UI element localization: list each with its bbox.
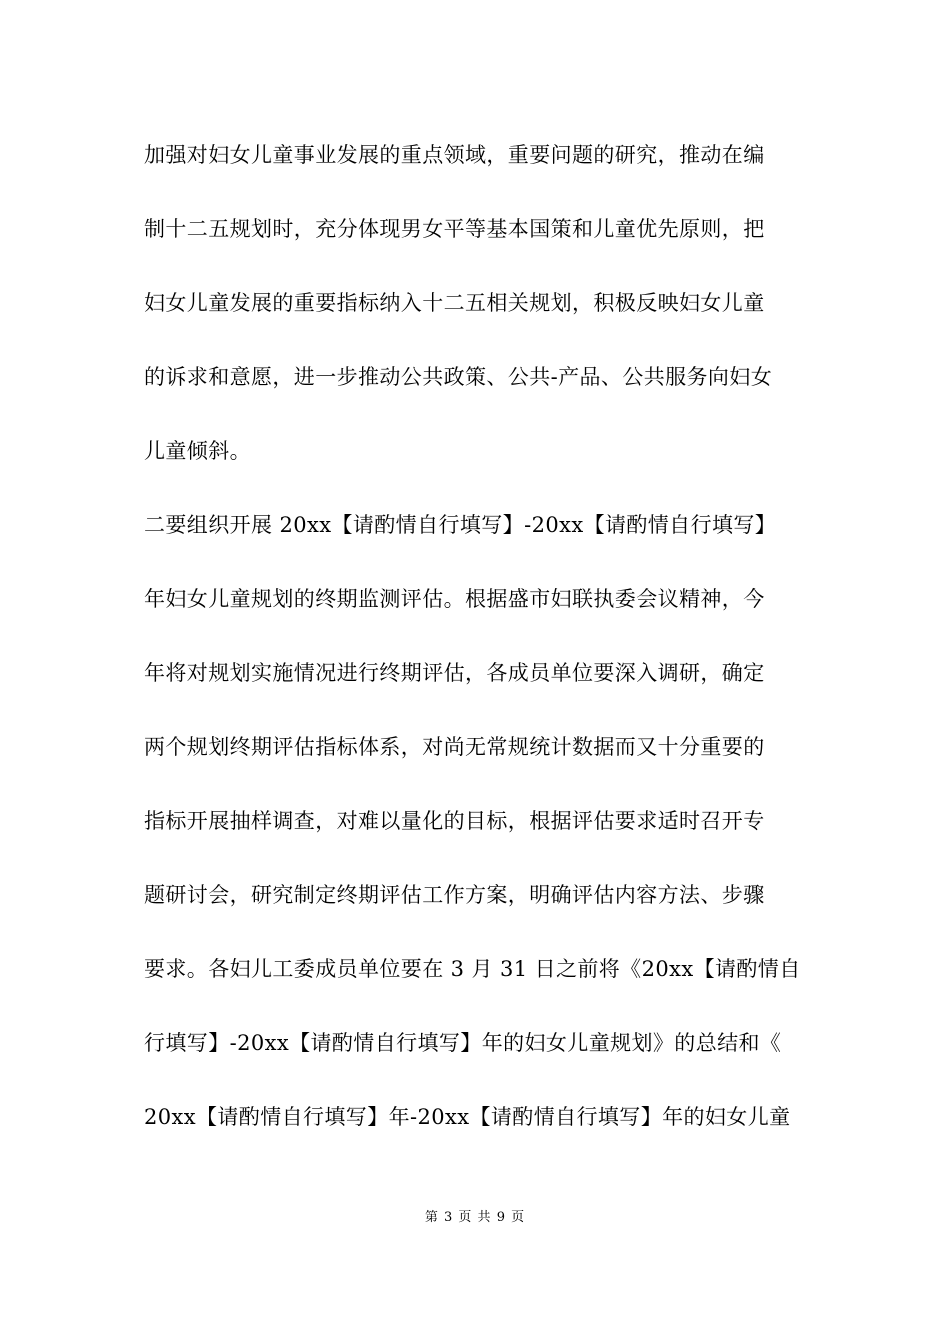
text-line-1: 加强对妇女儿童事业发展的重点领域，重要问题的研究，推动在编 bbox=[144, 143, 765, 167]
text-line-9: 两个规划终期评估指标体系，对尚无常规统计数据而又十分重要的 bbox=[144, 735, 765, 759]
text-line-13: 行填写】-20xx【请酌情自行填写】年的妇女儿童规划》的总结和《 bbox=[144, 1031, 782, 1055]
text-line-12: 要求。各妇儿工委成员单位要在 3 月 31 日之前将《20xx【请酌情自 bbox=[144, 957, 801, 981]
text-line-3: 妇女儿童发展的重要指标纳入十二五相关规划，积极反映妇女儿童 bbox=[144, 291, 765, 315]
text-line-14: 20xx【请酌情自行填写】年-20xx【请酌情自行填写】年的妇女儿童 bbox=[144, 1105, 791, 1129]
text-line-5: 儿童倾斜。 bbox=[144, 439, 251, 463]
text-line-10: 指标开展抽样调查，对难以量化的目标，根据评估要求适时召开专 bbox=[144, 809, 765, 833]
text-line-11: 题研讨会，研究制定终期评估工作方案，明确评估内容方法、步骤 bbox=[144, 883, 765, 907]
text-line-2: 制十二五规划时，充分体现男女平等基本国策和儿童优先原则，把 bbox=[144, 217, 765, 241]
text-line-4: 的诉求和意愿，进一步推动公共政策、公共-产品、公共服务向妇女 bbox=[144, 365, 773, 389]
page-number-footer: 第 3 页 共 9 页 bbox=[424, 1210, 526, 1225]
text-line-6: 二要组织开展 20xx【请酌情自行填写】-20xx【请酌情自行填写】 bbox=[144, 513, 777, 537]
text-line-7: 年妇女儿童规划的终期监测评估。根据盛市妇联执委会议精神，今 bbox=[144, 587, 765, 611]
text-line-8: 年将对规划实施情况进行终期评估，各成员单位要深入调研，确定 bbox=[144, 661, 765, 685]
